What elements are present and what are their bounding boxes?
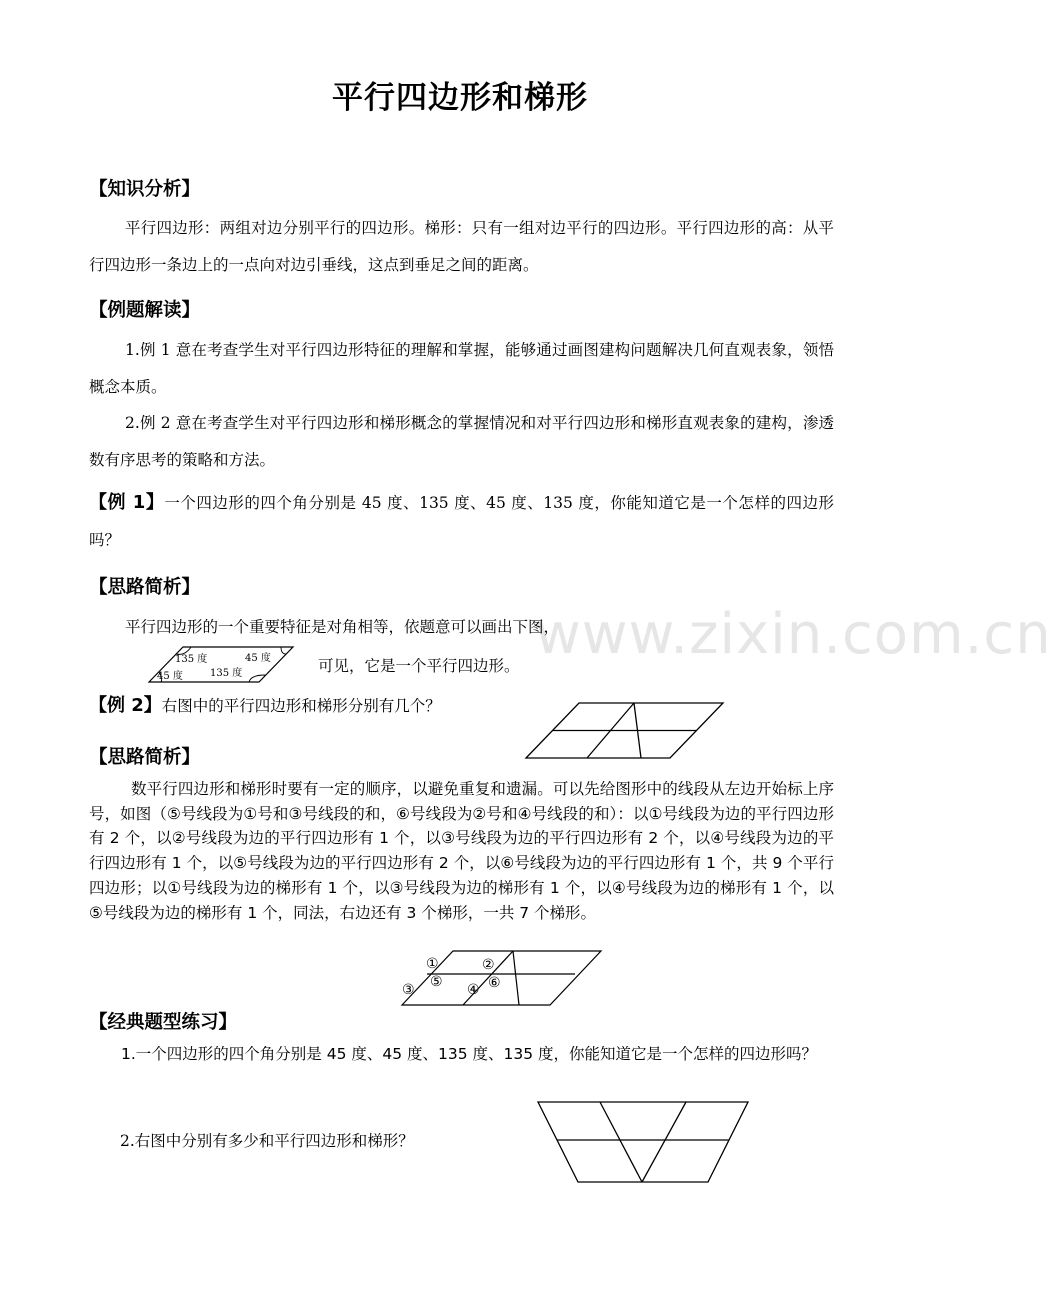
analysis-1-conclusion: 可见，它是一个平行四边形。 xyxy=(318,657,520,675)
examples-paragraph-1: 1.例 1 意在考查学生对平行四边形特征的理解和掌握，能够通过画图建构问题解决几何直观表象，领悟概念本质。 xyxy=(89,341,834,396)
page-title: 平行四边形和梯形 xyxy=(332,80,588,116)
practice-question-2: 2.右图中分别有多少和平行四边形和梯形？ xyxy=(120,1132,414,1150)
segment-marker-6: ⑥ xyxy=(488,975,501,991)
practice-heading: 【经典题型练习】 xyxy=(89,1012,238,1033)
example-1-text: 一个四边形的四个角分别是 45 度、135 度、45 度、135 度，你能知道它是一个怎样的四边形吗？ xyxy=(89,494,834,549)
angle-label-top-right: 45 度 xyxy=(245,653,271,664)
segment-marker-3: ③ xyxy=(402,982,415,998)
segment-marker-1: ① xyxy=(426,956,439,972)
labeled-vertical-line xyxy=(513,951,519,1005)
segment-marker-2: ② xyxy=(482,957,495,973)
watermark: www.zixin.com.cn xyxy=(535,602,1052,667)
parallelogram-angle-figure xyxy=(145,642,305,686)
analysis-2-paragraph: 数平行四边形和梯形时要有一定的顺序，以避免重复和遗漏。可以先给图形中的线段从左边开始标上序号，如图（⑤号线段为①号和③号线段的和，⑥号线段为②号和④号线段的和）：以①号线段为边的平行四边形有 2 个，以②号线段为边的平行四边形有 1 个，以③号线段为边的平行四边形有 2 个，以④号线段为边的平行四边形有 1 个，以⑤号线段为边的平行四边形有 2 个，以⑥号线段为边的平行四边形有 1 个，共 9 个平行四边形；以①号线段为边的梯形有 1 个，以③号线段为边的梯形有 1 个，以④号线段为边的梯形有 1 个，以⑤号线段为边的梯形有 1 个，同法，右边还有 3 个梯形，一共 7 个梯形。 xyxy=(89,780,834,922)
practice-outer-trapezoid xyxy=(538,1102,748,1182)
angle-label-top-left: 135 度 xyxy=(175,654,208,665)
angle-arc-top-right xyxy=(281,647,286,654)
example-2 xyxy=(89,687,529,725)
analysis-1-heading: 【思路简析】 xyxy=(89,577,201,598)
practice-trapezoid-figure xyxy=(536,1100,750,1184)
example-2-figure xyxy=(524,702,724,760)
angle-label-bottom-left: 45 度 xyxy=(157,671,183,682)
analysis-1-text: 平行四边形的一个重要特征是对角相等，依题意可以画出下图， xyxy=(125,618,560,636)
example-2-text: 右图中的平行四边形和梯形分别有几个？ xyxy=(161,697,441,715)
knowledge-paragraph: 平行四边形：两组对边分别平行的四边形。梯形：只有一组对边平行的四边形。平行四边形的高：从平行四边形一条边上的一点向对边引垂线，这点到垂足之间的距离。 xyxy=(89,219,834,274)
examples-heading: 【例题解读】 xyxy=(89,300,201,321)
knowledge-heading: 【知识分析】 xyxy=(89,179,201,200)
example-1 xyxy=(89,484,834,559)
labeled-segments-figure xyxy=(398,948,604,1008)
segment-marker-4: ④ xyxy=(467,982,480,998)
example-1-label: 【例 1】 xyxy=(89,492,165,513)
examples-paragraph-2: 2.例 2 意在考查学生对平行四边形和梯形概念的掌握情况和对平行四边形和梯形直观表象的建构，渗透数有序思考的策略和方法。 xyxy=(89,414,834,469)
segment-marker-5: ⑤ xyxy=(430,974,443,990)
practice-line-right xyxy=(642,1102,686,1182)
analysis-2-heading: 【思路简析】 xyxy=(89,747,201,768)
practice-question-1: 1.一个四边形的四个角分别是 45 度、45 度、135 度、135 度，你能知道它是一个怎样的四边形吗？ xyxy=(121,1045,818,1063)
angle-label-bottom-right: 135 度 xyxy=(210,668,243,679)
practice-line-left xyxy=(600,1102,642,1182)
example-2-label: 【例 2】 xyxy=(89,695,162,716)
